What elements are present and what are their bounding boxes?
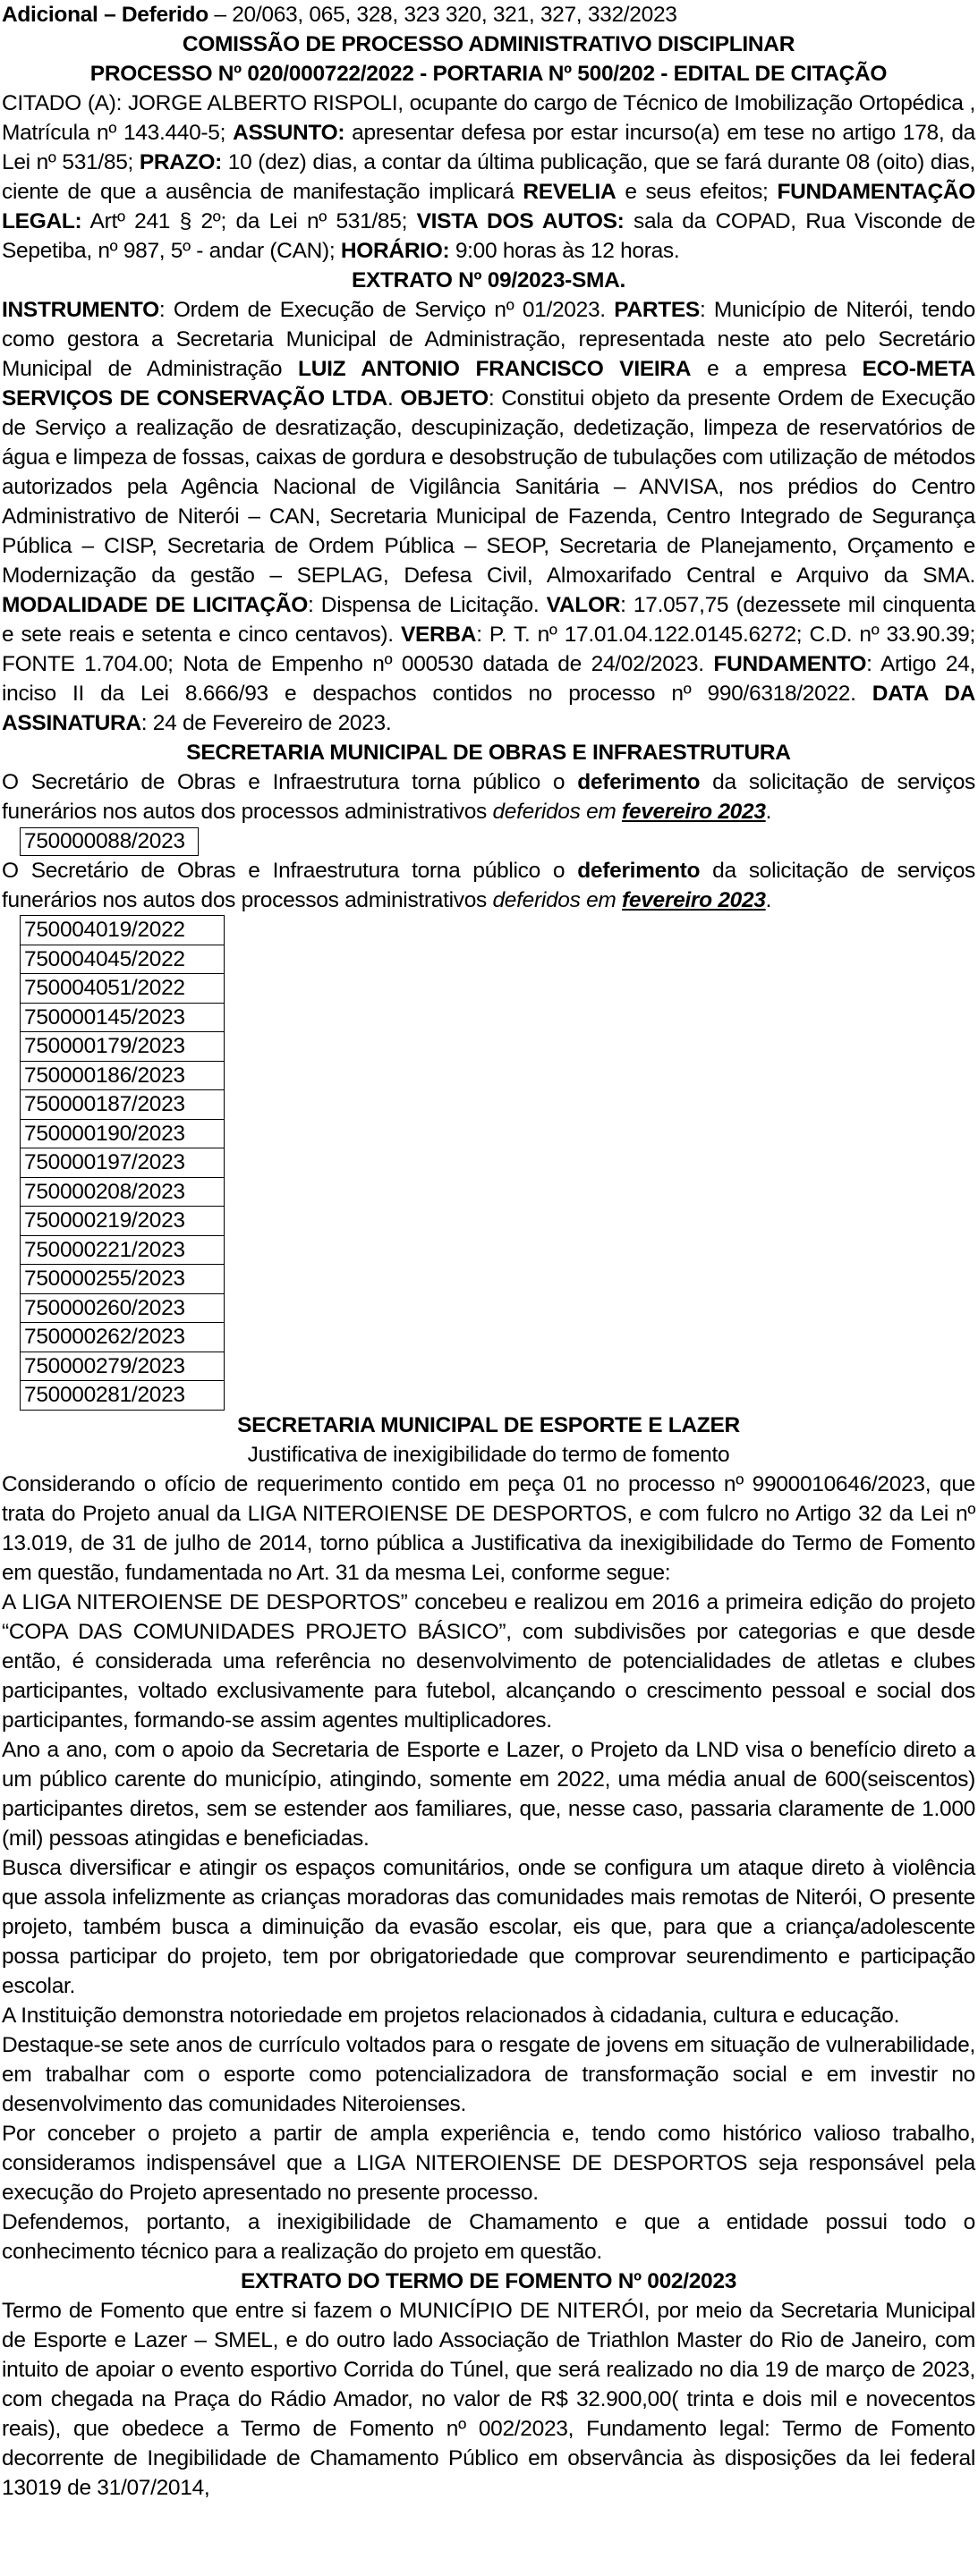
valor-text: : 17.057,75 (dezessete mil cinquenta e sete reais e setenta e cinco centavos). [2, 593, 975, 647]
modalidade-label: MODALIDADE DE LICITAÇÃO [2, 593, 308, 617]
esporte-subtitle: Justificativa de inexigibilidade do termo de fomento [247, 1442, 730, 1467]
cpad-fundamentacao-label: FUNDAMENTAÇÃO LEGAL: [2, 180, 976, 233]
cpad-revelia: REVELIA [523, 180, 617, 204]
obras-mes: fevereiro 2023 [622, 888, 766, 912]
cpad-fundamentacao: Artº 241 § 2º; da Lei nº 531/85; [81, 209, 417, 233]
partes-text: : Município de Niterói, tendo como gestora a Secretaria Municipal de Administração, representada neste ato pelo Secretário Municipal de Administração [2, 298, 975, 381]
cpad-prazo: 10 (dez) dias, a contar da última publicação, que se fará durante 08 (oito) dias, ciente de que a ausência de manifestação implicará [2, 150, 975, 204]
process-number: 750000262/2023 [21, 1323, 224, 1352]
process-number: 750000279/2023 [21, 1352, 224, 1382]
obras-intro-2: da solicitação de serviços funerários nos autos dos processos administrativos [2, 859, 975, 912]
adicional-label: Adicional – Deferido [2, 3, 208, 27]
obras-intro: O Secretário de Obras e Infraestrutura torna público o [2, 859, 578, 883]
process-number: 750000281/2023 [21, 1381, 224, 1411]
fomento-paragraph: Termo de Fomento que entre si fazem o MUNICÍPIO DE NITERÓI, por meio da Secretaria Municipal de Esporte e Lazer – SMEL, e do outro lado Associação de Triathlon Master do Rio de Janeiro, com intuito de apoiar o evento esportivo Corrida do Túnel, que será realizado no dia 19 de março de 2023, com chegada na Praça do Rádio Amador, no valor de R$ 32.900,00( trinta e dois mil e novecentos reais), que obedece a Termo de Fomento nº 002/2023, Fundamento legal: Termo de Fomento decorrente de Inegibilidade de Chamamento Público em observância às disposições da lei federal 13019 de 31/07/2014, [2, 2298, 975, 2500]
adicional-values: – 20/063, 065, 328, 323 320, 321, 327, 332/2023 [208, 3, 677, 27]
cpad-citado: CITADO (A): JORGE ALBERTO RISPOLI, ocupante do cargo de Técnico de Imobilização Ortopédica , Matrícula nº 143.440-5; [2, 91, 975, 145]
cpad-title: COMISSÃO DE PROCESSO ADMINISTRATIVO DISCIPLINAR [182, 32, 795, 56]
process-number: 750000208/2023 [21, 1178, 224, 1208]
empresa-name: ECO-META SERVIÇOS DE CONSERVAÇÃO LTDA [2, 357, 975, 411]
obras-intro-2: da solicitação de serviços funerários nos autos dos processos administrativos [2, 770, 975, 824]
partes-text-2: e a empresa [691, 357, 863, 381]
esporte-title: SECRETARIA MUNICIPAL DE ESPORTE E LAZER [237, 1412, 740, 1437]
process-number: 750004051/2022 [21, 974, 224, 1004]
cpad-prazo-label: PRAZO: [139, 150, 222, 174]
modalidade-text: : Dispensa de Licitação. [307, 593, 547, 617]
obras-paragraph-1 [2, 767, 975, 826]
cpad-assunto: apresentar defesa por estar incurso(a) em tese no artigo 178, da Lei nº 531/85; [2, 121, 975, 174]
process-number: 750004045/2022 [21, 945, 224, 975]
process-number: 750000088/2023 [20, 827, 199, 856]
cpad-assunto-label: ASSUNTO: [233, 121, 345, 145]
objeto-text: : Constitui objeto da presente Ordem de Execução de Serviço a realização de desratização, descupinização, dedetização, limpeza de reservatórios de água e limpeza de fossas, caixas de gordura e desobstrução de tubulações com utilização de métodos autorizados pela Agência Nacional de Vigilância Sanitária – ANVISA, nos prédios do Centro Administrativo de Niterói – CAN, Secretaria Municipal de Fazenda, Centro Integrado de Segurança Pública – CISP, Secretaria de Ordem Pública – SEOP, Secretaria de Planejamento, Orçamento e Modernização da gestão – SEPLAG, Defesa Civil, Almoxarifado Central e Arquivo da SMA. [2, 386, 976, 588]
esporte-paragraph: A Instituição demonstra notoriedade em projetos relacionados à cidadania, cultura e educação. [2, 2003, 900, 2028]
process-number: 750000219/2023 [21, 1207, 224, 1236]
fundamento-label: FUNDAMENTO [713, 652, 867, 676]
obras-dot: . [765, 888, 772, 912]
extrato-sma-title: EXTRATO Nº 09/2023-SMA. [351, 268, 626, 292]
verba-label: VERBA [400, 623, 477, 647]
process-number: 750000255/2023 [21, 1265, 224, 1294]
obras-deferidos-em: deferidos em [492, 888, 617, 912]
process-number: 750000186/2023 [21, 1062, 224, 1091]
obras-title: SECRETARIA MUNICIPAL DE OBRAS E INFRAESTRUTURA [186, 741, 791, 765]
obras-deferidos-em: deferidos em [492, 800, 617, 824]
obras-deferimento: deferimento [577, 859, 701, 883]
obras-deferimento: deferimento [577, 770, 701, 794]
objeto-label: OBJETO [400, 386, 489, 411]
adicional-line [2, 0, 975, 30]
extrato-sma-paragraph [2, 295, 975, 738]
obras-paragraph-2 [2, 856, 975, 915]
esporte-paragraph: Por conceber o projeto a partir de ampla experiência e, tendo como histórico valioso trabalho, consideramos indispensável que a LIGA NITEROIENSE DE DESPORTOS seja responsável pela execução do Projeto apresentado no presente processo. [2, 2121, 975, 2205]
partes-label: PARTES [614, 298, 700, 322]
process-number: 750000221/2023 [21, 1236, 224, 1266]
cpad-vista: sala da COPAD, Rua Visconde de Sepetiba, nº 987, 5º - andar (CAN); [2, 209, 975, 263]
cpad-horario: 9:00 horas às 12 horas. [449, 239, 680, 263]
cpad-vista-label: VISTA DOS AUTOS: [416, 209, 625, 233]
esporte-paragraph: Ano a ano, com o apoio da Secretaria de Esporte e Lazer, o Projeto da LND visa o benefício direto a um público carente do município, atingindo, somente em 2022, uma média anual de 600(seiscentos) participantes diretos, sem se estender aos familiares, que, nesse caso, passaria claramente de 1.000 (mil) pessoas atingidas e beneficiadas. [2, 1737, 975, 1851]
verba-text: : P. T. nº 17.01.04.122.0145.6272; C.D. nº 33.90.39; FONTE 1.704.00; Nota de Empenho nº 000530 datada de 24/02/2023. [2, 623, 976, 676]
fundamento-text: : Artigo 24, inciso II da Lei 8.666/93 e despachos contidos no processo nº 990/6318/2022. [2, 652, 976, 706]
cpad-subtitle: PROCESSO Nº 020/000722/2022 - PORTARIA Nº 500/202 - EDITAL DE CITAÇÃO [89, 62, 888, 86]
valor-label: VALOR [546, 593, 621, 617]
process-number: 750000197/2023 [21, 1148, 224, 1178]
fomento-title: EXTRATO DO TERMO DE FOMENTO Nº 002/2023 [240, 2268, 737, 2293]
process-number: 750000145/2023 [21, 1004, 224, 1033]
instrumento-text: : Ordem de Execução de Serviço nº 01/2023. [158, 298, 615, 322]
obras-mes: fevereiro 2023 [622, 800, 766, 824]
process-number: 750000260/2023 [21, 1294, 224, 1324]
process-number: 750000190/2023 [21, 1120, 224, 1149]
cpad-efeitos: e seus efeitos; [616, 180, 778, 204]
esporte-paragraph: Considerando o ofício de requerimento contido em peça 01 no processo nº 9900010646/2023, que trata do Projeto anual da LIGA NITEROIENSE DE DESPORTOS, e com fulcro no Artigo 32 da Lei nº 13.019, de 31 de julho de 2014, torno pública a Justificativa da inexigibilidade do Termo de Fomento em questão, fundamentada no Art. 31 da mesma Lei, conforme segue: [2, 1471, 975, 1585]
esporte-paragraph: Destaque-se sete anos de currículo voltados para o resgate de jovens em situação de vulnerabilidade, em trabalhar com o esporte como potencializadora de transformação social e em investir no desenvolvimento das comunidades Niteroienses. [2, 2032, 975, 2116]
obras-dot: . [765, 800, 772, 824]
data-assinatura-label: DATA DA ASSINATURA [2, 682, 975, 735]
cpad-horario-label: HORÁRIO: [340, 239, 450, 263]
data-assinatura-text: : 24 de Fevereiro de 2023. [140, 711, 392, 735]
obras-first-process [2, 826, 975, 856]
obras-intro: O Secretário de Obras e Infraestrutura torna público o [2, 770, 578, 794]
instrumento-label: INSTRUMENTO [2, 298, 159, 322]
process-number: 750000187/2023 [21, 1090, 224, 1120]
separator-text: . [387, 386, 401, 411]
esporte-paragraph: Busca diversificar e atingir os espaços comunitários, onde se configura um ataque direto à violência que assola infelizmente as crianças moradoras das comunidades mais remotas de Niterói, O presente projeto, também busca a diminuição da evasão escolar, eis que, para que a criança/adolescente possa participar do projeto, tem por obrigatoriedade que comprovar seurendimento e participação escolar. [2, 1855, 975, 1998]
secretario-name: LUIZ ANTONIO FRANCISCO VIEIRA [298, 357, 692, 381]
process-number: 750000179/2023 [21, 1032, 224, 1062]
process-number: 750004019/2022 [21, 916, 224, 945]
esporte-paragraph: Defendemos, portanto, a inexigibilidade de Chamamento e que a entidade possui todo o conhecimento técnico para a realização do projeto em questão. [2, 2209, 975, 2264]
cpad-edital-paragraph [2, 89, 975, 266]
obras-process-list [20, 915, 225, 1411]
esporte-paragraph: A LIGA NITEROIENSE DE DESPORTOS” concebeu e realizou em 2016 a primeira edição do projeto “COPA DAS COMUNIDADES PROJETO BÁSICO”, com subdivisões por categorias e que desde então, é considerada uma referência no desenvolvimento de potencialidades de atletas e clubes participantes, voltado exclusivamente para futebol, alcançando o crescimento pessoal e social dos participantes, formando-se assim agentes multiplicadores. [2, 1589, 975, 1733]
